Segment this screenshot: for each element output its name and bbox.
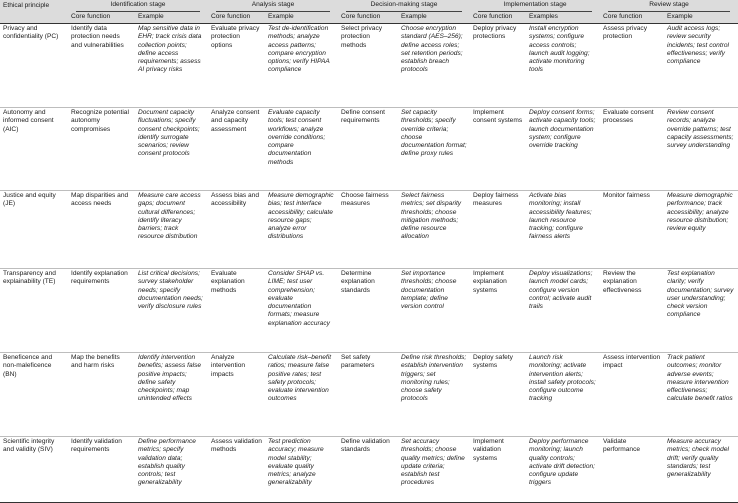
example-cell: Measure demographic performance; track accessibility; analyze resource distribution; review equity <box>664 191 738 269</box>
core-function-cell: Select privacy protection methods <box>338 24 398 108</box>
example-cell: Activate bias monitoring; install accessibility features; launch resource tracking; configure fairness alerts <box>526 191 600 269</box>
subheader-example: Examples <box>526 12 600 24</box>
core-function-cell: Determine explanation standards <box>338 269 398 353</box>
example-cell: Deploy performance monitoring; launch quality controls; activate drift detection; configure update triggers <box>526 437 600 503</box>
subheader-core: Core function <box>338 12 398 24</box>
core-function-cell: Analyze intervention impacts <box>208 353 265 437</box>
example-cell: Test de-identification methods; analyze access patterns; compare encryption options; verify HIPAA compliance <box>265 24 338 108</box>
example-cell: Measure care access gaps; document cultural differences; identify literacy barriers; track resource distribution <box>135 191 208 269</box>
subheader-row <box>0 12 738 24</box>
example-cell: Deploy consent forms; activate capacity tools; launch documentation system; configure override tracking <box>526 108 600 191</box>
table-header <box>0 0 738 24</box>
core-function-cell: Validate performance <box>600 437 664 503</box>
example-cell: Choose encryption standard (AES–256); define access roles; set retention periods; establish breach protocols <box>398 24 470 108</box>
core-function-cell: Evaluate explanation methods <box>208 269 265 353</box>
example-cell: Define performance metrics; specify validation data; establish quality controls; test generalizability <box>135 437 208 503</box>
header-stage-review: Review stage <box>600 0 738 12</box>
core-function-cell: Identify explanation requirements <box>68 269 135 353</box>
example-cell: Identify intervention benefits; assess false positive impacts; define safety checkpoints; map unintended effects <box>135 353 208 437</box>
example-cell: List critical decisions; survey stakeholder needs; specify documentation needs; verify disclosure rules <box>135 269 208 353</box>
header-principle: Ethical principle <box>0 0 68 12</box>
table-row <box>0 353 738 437</box>
core-function-cell: Identify data protection needs and vulnerabilities <box>68 24 135 108</box>
header-stage-identification: Identification stage <box>68 0 208 12</box>
example-cell: Measure accuracy metrics; check model drift; verify quality standards; test generalizability <box>664 437 738 503</box>
subheader-core: Core function <box>208 12 265 24</box>
core-function-cell: Deploy privacy protections <box>470 24 526 108</box>
example-cell: Deploy visualizations; launch model cards; configure version control; activate audit trails <box>526 269 600 353</box>
table-row <box>0 437 738 503</box>
example-cell: Document capacity fluctuations; specify consent checkpoints; identify surrogate scenarios; review consent protocols <box>135 108 208 191</box>
example-cell: Review consent records; analyze override patterns; test capacity assessments; survey understanding <box>664 108 738 191</box>
subheader-core: Core function <box>470 12 526 24</box>
header-stage-analysis: Analysis stage <box>208 0 338 12</box>
principle-cell: Justice and equity (JE) <box>0 191 68 269</box>
core-function-cell: Define consent requirements <box>338 108 398 191</box>
table-row <box>0 269 738 353</box>
example-cell: Set capacity thresholds; specify override criteria; choose documentation format; define proxy rules <box>398 108 470 191</box>
core-function-cell: Assess intervention impact <box>600 353 664 437</box>
example-cell: Audit access logs; review security incidents; test control effectiveness; verify compliance <box>664 24 738 108</box>
core-function-cell: Choose fairness measures <box>338 191 398 269</box>
core-function-cell: Recognize potential autonomy compromises <box>68 108 135 191</box>
subheader-example: Example <box>135 12 208 24</box>
subheader-core: Core function <box>600 12 664 24</box>
core-function-cell: Identify validation requirements <box>68 437 135 503</box>
table-body <box>0 24 738 503</box>
example-cell: Test explanation clarity; verify documentation; survey user understanding; check version compliance <box>664 269 738 353</box>
stage-header-row <box>0 0 738 12</box>
core-function-cell: Implement explanation systems <box>470 269 526 353</box>
subheader-blank <box>0 12 68 24</box>
header-stage-implementation: Implementation stage <box>470 0 600 12</box>
subheader-example: Example <box>398 12 470 24</box>
principle-cell: Autonomy and informed consent (AIC) <box>0 108 68 191</box>
example-cell: Set accuracy thresholds; choose quality metrics; define update criteria; establish test procedures <box>398 437 470 503</box>
example-cell: Evaluate capacity tools; test consent workflows; analyze override conditions; compare documentation methods <box>265 108 338 191</box>
core-function-cell: Map disparities and access needs <box>68 191 135 269</box>
principle-cell: Privacy and confidentiality (PC) <box>0 24 68 108</box>
example-cell: Track patient outcomes; monitor adverse events; measure intervention effectiveness; calculate benefit ratios <box>664 353 738 437</box>
example-cell: Consider SHAP vs. LIME; test user comprehension; evaluate documentation formats; measure explanation accuracy <box>265 269 338 353</box>
core-function-cell: Assess validation methods <box>208 437 265 503</box>
example-cell: Calculate risk–benefit ratios; measure false positive rates; test safety protocols; evaluate intervention outcomes <box>265 353 338 437</box>
core-function-cell: Deploy safety systems <box>470 353 526 437</box>
table-row <box>0 24 738 108</box>
core-function-cell: Review the explanation effectiveness <box>600 269 664 353</box>
example-cell: Define risk thresholds; establish intervention triggers; set monitoring rules; choose safety protocols <box>398 353 470 437</box>
core-function-cell: Evaluate consent processes <box>600 108 664 191</box>
core-function-cell: Assess privacy protection <box>600 24 664 108</box>
header-stage-decision-making: Decision-making stage <box>338 0 470 12</box>
example-cell: Map sensitive data in EHR; track crisis data collection points; define access requirements; assess AI privacy risks <box>135 24 208 108</box>
core-function-cell: Assess bias and accessibility <box>208 191 265 269</box>
core-function-cell: Deploy fairness measures <box>470 191 526 269</box>
core-function-cell: Set safety parameters <box>338 353 398 437</box>
core-function-cell: Implement validation systems <box>470 437 526 503</box>
example-cell: Test prediction accuracy; measure model stability; evaluate quality metrics; analyze generalizability <box>265 437 338 503</box>
core-function-cell: Monitor fairness <box>600 191 664 269</box>
core-function-cell: Define validation standards <box>338 437 398 503</box>
subheader-core: Core function <box>68 12 135 24</box>
subheader-example: Example <box>265 12 338 24</box>
example-cell: Select fairness metrics; set disparity thresholds; choose mitigation methods; define resource allocation <box>398 191 470 269</box>
principle-cell: Scientific integrity and validity (SIV) <box>0 437 68 503</box>
core-function-cell: Map the benefits and harm risks <box>68 353 135 437</box>
example-cell: Set importance thresholds; choose documentation template; define version control <box>398 269 470 353</box>
subheader-example: Example <box>664 12 738 24</box>
example-cell: Measure demographic bias; test interface accessibility; calculate resource gaps; analyze error distributions <box>265 191 338 269</box>
core-function-cell: Analyze consent and capacity assessment <box>208 108 265 191</box>
core-function-cell: Implement consent systems <box>470 108 526 191</box>
table-row <box>0 191 738 269</box>
principle-cell: Beneficence and non-maleficence (BN) <box>0 353 68 437</box>
core-function-cell: Evaluate privacy protection options <box>208 24 265 108</box>
table-row <box>0 108 738 191</box>
principle-cell: Transparency and explainability (TE) <box>0 269 68 353</box>
example-cell: Launch risk monitoring; activate intervention alerts; install safety protocols; configure outcome tracking <box>526 353 600 437</box>
example-cell: Install encryption systems; configure access controls; launch audit logging; activate monitoring tools <box>526 24 600 108</box>
